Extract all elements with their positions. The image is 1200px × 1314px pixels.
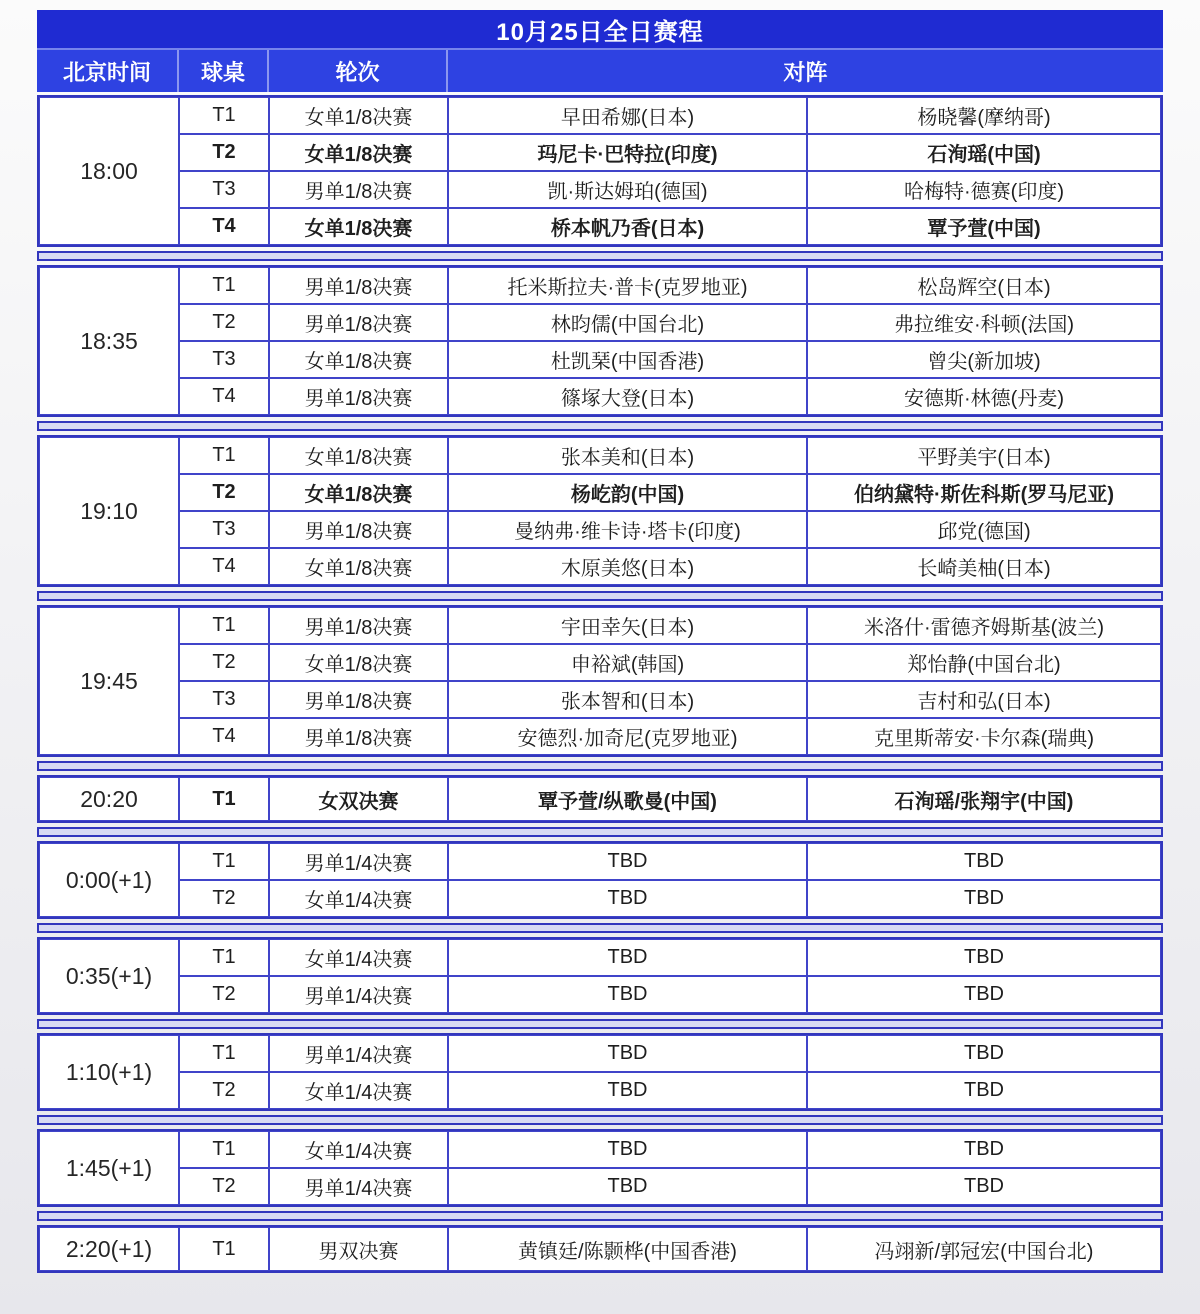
player-right-cell: TBD — [807, 939, 1161, 976]
table-cell: T1 — [179, 843, 269, 880]
round-cell: 男单1/8决赛 — [269, 607, 448, 644]
header-matchup: 对阵 — [446, 50, 1163, 92]
player-left-cell: 安德烈·加奇尼(克罗地亚) — [448, 718, 807, 755]
player-left-cell: 桥本帆乃香(日本) — [448, 208, 807, 245]
player-left-cell: 林昀儒(中国台北) — [448, 304, 807, 341]
round-cell: 男单1/8决赛 — [269, 718, 448, 755]
table-cell: T2 — [179, 1168, 269, 1205]
player-left-cell: TBD — [448, 1168, 807, 1205]
player-right-cell: 伯纳黛特·斯佐科斯(罗马尼亚) — [807, 474, 1161, 511]
table-cell: T2 — [179, 474, 269, 511]
round-cell: 女单1/4决赛 — [269, 880, 448, 917]
time-cell: 0:35(+1) — [39, 939, 179, 1013]
schedule-block — [37, 1033, 1163, 1111]
table-cell: T1 — [179, 437, 269, 474]
table-cell: T1 — [179, 97, 269, 134]
table-cell: T4 — [179, 208, 269, 245]
time-cell: 18:35 — [39, 267, 179, 415]
round-cell: 男双决赛 — [269, 1227, 448, 1271]
table-cell: T4 — [179, 548, 269, 585]
player-left-cell: 杜凯琹(中国香港) — [448, 341, 807, 378]
round-cell: 男单1/8决赛 — [269, 681, 448, 718]
schedule-block — [37, 95, 1163, 247]
round-cell: 女双决赛 — [269, 777, 448, 821]
schedule-block — [37, 435, 1163, 587]
round-cell: 女单1/8决赛 — [269, 97, 448, 134]
table-cell: T1 — [179, 1131, 269, 1168]
time-cell: 19:45 — [39, 607, 179, 755]
round-cell: 女单1/4决赛 — [269, 1131, 448, 1168]
round-cell: 男单1/8决赛 — [269, 171, 448, 208]
block-separator — [37, 1211, 1163, 1221]
player-left-cell: 早田希娜(日本) — [448, 97, 807, 134]
table-cell: T1 — [179, 777, 269, 821]
block-separator — [37, 421, 1163, 431]
header-round: 轮次 — [267, 50, 446, 92]
schedule-title: 10月25日全日赛程 — [37, 10, 1163, 48]
round-cell: 女单1/8决赛 — [269, 437, 448, 474]
block-separator — [37, 251, 1163, 261]
player-left-cell: 覃予萱/纵歌曼(中国) — [448, 777, 807, 821]
player-right-cell: TBD — [807, 880, 1161, 917]
table-cell: T2 — [179, 976, 269, 1013]
schedule-block — [37, 1225, 1163, 1273]
player-right-cell: 覃予萱(中国) — [807, 208, 1161, 245]
round-cell: 男单1/8决赛 — [269, 304, 448, 341]
player-right-cell: TBD — [807, 1131, 1161, 1168]
block-separator — [37, 761, 1163, 771]
table-cell: T2 — [179, 304, 269, 341]
player-left-cell: 张本智和(日本) — [448, 681, 807, 718]
player-right-cell: TBD — [807, 976, 1161, 1013]
schedule-block — [37, 775, 1163, 823]
player-right-cell: 吉村和弘(日本) — [807, 681, 1161, 718]
player-right-cell: 米洛什·雷德齐姆斯基(波兰) — [807, 607, 1161, 644]
round-cell: 女单1/8决赛 — [269, 341, 448, 378]
block-separator — [37, 923, 1163, 933]
schedule-block — [37, 265, 1163, 417]
player-left-cell: 托米斯拉夫·普卡(克罗地亚) — [448, 267, 807, 304]
time-cell: 2:20(+1) — [39, 1227, 179, 1271]
schedule-block — [37, 1129, 1163, 1207]
round-cell: 女单1/8决赛 — [269, 134, 448, 171]
round-cell: 男单1/4决赛 — [269, 843, 448, 880]
time-cell: 1:45(+1) — [39, 1131, 179, 1205]
player-right-cell: 长崎美柚(日本) — [807, 548, 1161, 585]
table-cell: T3 — [179, 171, 269, 208]
player-left-cell: 黄镇廷/陈颢桦(中国香港) — [448, 1227, 807, 1271]
round-cell: 女单1/8决赛 — [269, 548, 448, 585]
player-right-cell: TBD — [807, 1035, 1161, 1072]
time-cell: 20:20 — [39, 777, 179, 821]
table-cell: T1 — [179, 267, 269, 304]
player-right-cell: 克里斯蒂安·卡尔森(瑞典) — [807, 718, 1161, 755]
table-cell: T4 — [179, 378, 269, 415]
player-left-cell: TBD — [448, 939, 807, 976]
player-left-cell: 凯·斯达姆珀(德国) — [448, 171, 807, 208]
player-right-cell: 弗拉维安·科顿(法国) — [807, 304, 1161, 341]
player-right-cell: TBD — [807, 1168, 1161, 1205]
player-right-cell: TBD — [807, 1072, 1161, 1109]
round-cell: 女单1/4决赛 — [269, 939, 448, 976]
player-left-cell: 玛尼卡·巴特拉(印度) — [448, 134, 807, 171]
player-right-cell: 松岛辉空(日本) — [807, 267, 1161, 304]
schedule-block — [37, 841, 1163, 919]
player-right-cell: 杨晓馨(摩纳哥) — [807, 97, 1161, 134]
table-cell: T4 — [179, 718, 269, 755]
player-right-cell: 邱党(德国) — [807, 511, 1161, 548]
player-right-cell: 曾尖(新加坡) — [807, 341, 1161, 378]
player-right-cell: TBD — [807, 843, 1161, 880]
player-left-cell: 宇田幸矢(日本) — [448, 607, 807, 644]
player-left-cell: 曼纳弗·维卡诗·塔卡(印度) — [448, 511, 807, 548]
player-right-cell: 郑怡静(中国台北) — [807, 644, 1161, 681]
player-left-cell: 杨屹韵(中国) — [448, 474, 807, 511]
round-cell: 男单1/4决赛 — [269, 1035, 448, 1072]
round-cell: 男单1/8决赛 — [269, 511, 448, 548]
table-cell: T3 — [179, 511, 269, 548]
table-cell: T3 — [179, 681, 269, 718]
table-cell: T1 — [179, 939, 269, 976]
player-left-cell: TBD — [448, 880, 807, 917]
player-left-cell: 木原美悠(日本) — [448, 548, 807, 585]
time-cell: 0:00(+1) — [39, 843, 179, 917]
player-right-cell: 石洵瑶/张翔宇(中国) — [807, 777, 1161, 821]
schedule-block — [37, 937, 1163, 1015]
table-cell: T2 — [179, 134, 269, 171]
round-cell: 男单1/4决赛 — [269, 976, 448, 1013]
block-separator — [37, 591, 1163, 601]
player-right-cell: 石洵瑶(中国) — [807, 134, 1161, 171]
schedule-block — [37, 605, 1163, 757]
player-left-cell: TBD — [448, 843, 807, 880]
table-header-row — [37, 48, 1163, 92]
table-cell: T2 — [179, 1072, 269, 1109]
schedule-table — [37, 10, 1163, 1273]
table-cell: T1 — [179, 1035, 269, 1072]
player-right-cell: 冯翊新/郭冠宏(中国台北) — [807, 1227, 1161, 1271]
round-cell: 男单1/8决赛 — [269, 267, 448, 304]
header-beijing-time: 北京时间 — [62, 59, 151, 85]
player-right-cell: 安德斯·林德(丹麦) — [807, 378, 1161, 415]
player-left-cell: TBD — [448, 976, 807, 1013]
round-cell: 女单1/8决赛 — [269, 644, 448, 681]
player-right-cell: 哈梅特·德赛(印度) — [807, 171, 1161, 208]
player-right-cell: 平野美宇(日本) — [807, 437, 1161, 474]
time-cell: 1:10(+1) — [39, 1035, 179, 1109]
round-cell: 男单1/4决赛 — [269, 1168, 448, 1205]
player-left-cell: 篠塚大登(日本) — [448, 378, 807, 415]
schedule-body — [37, 95, 1163, 1273]
table-cell: T3 — [179, 341, 269, 378]
round-cell: 女单1/8决赛 — [269, 208, 448, 245]
table-cell: T1 — [179, 607, 269, 644]
block-separator — [37, 1019, 1163, 1029]
block-separator — [37, 1115, 1163, 1125]
player-left-cell: TBD — [448, 1131, 807, 1168]
player-left-cell: TBD — [448, 1072, 807, 1109]
table-cell: T1 — [179, 1227, 269, 1271]
block-separator — [37, 827, 1163, 837]
time-cell: 19:10 — [39, 437, 179, 585]
player-left-cell: TBD — [448, 1035, 807, 1072]
round-cell: 女单1/4决赛 — [269, 1072, 448, 1109]
round-cell: 男单1/8决赛 — [269, 378, 448, 415]
player-left-cell: 张本美和(日本) — [448, 437, 807, 474]
table-cell: T2 — [179, 644, 269, 681]
table-cell: T2 — [179, 880, 269, 917]
time-cell: 18:00 — [39, 97, 179, 245]
round-cell: 女单1/8决赛 — [269, 474, 448, 511]
header-table: 球桌 — [177, 50, 267, 92]
player-left-cell: 申裕斌(韩国) — [448, 644, 807, 681]
